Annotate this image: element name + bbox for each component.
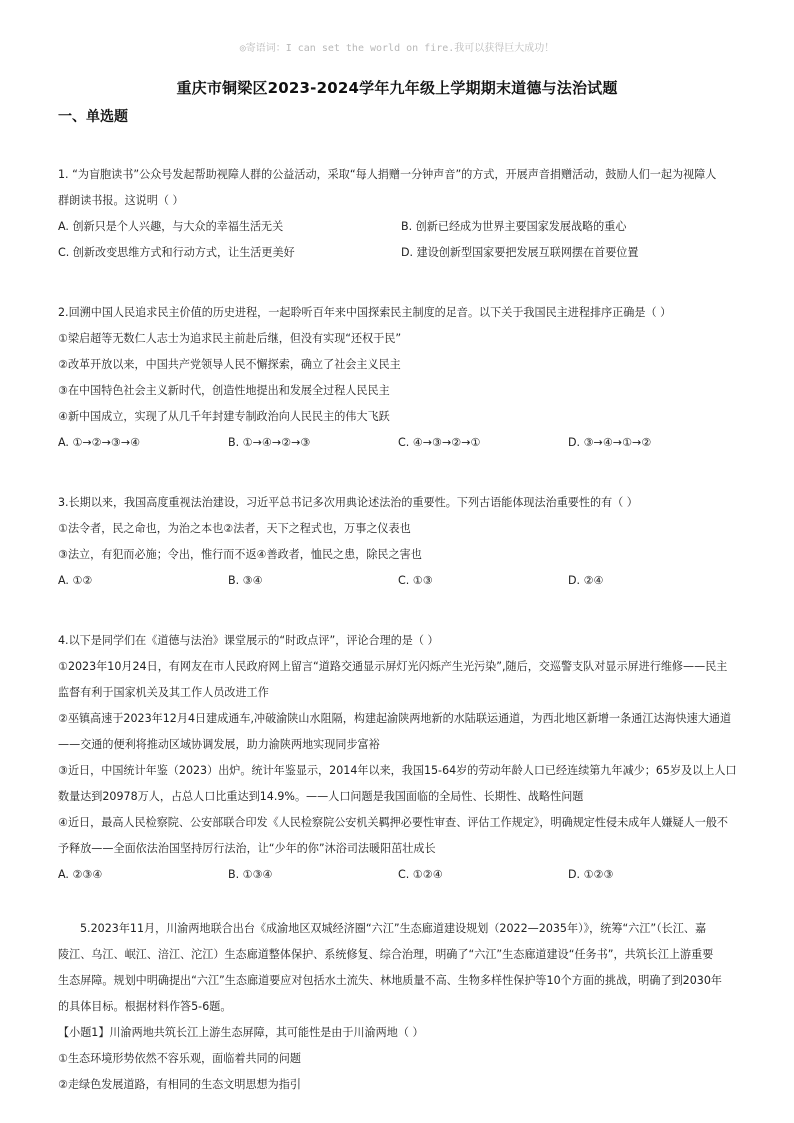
statement: 监督有利于国家机关及其工作人员改进工作 [58, 686, 269, 699]
question-2 [58, 300, 744, 456]
statement: ①2023年10月24日，有网友在市人民政府网上留言“道路交通显示屏灯光闪烁产生光污染”,随后，交巡警支队对显示屏进行维修——民主 [58, 660, 728, 673]
statement: ①梁启超等无数仁人志士为追求民主前赴后继，但没有实现“还权于民” [58, 332, 402, 345]
statement: ④近日，最高人民检察院、公安部联合印发《人民检察院公安机关羁押必要性审查、评估工作规定》，明确规定性侵未成年人嫌疑人一般不 [58, 816, 729, 829]
statement: ③法立，有犯而必施；令出，惟行而不返④善政者，恤民之患，除民之害也 [58, 548, 422, 561]
option-c[interactable]: C. ①②④ [398, 868, 443, 881]
statement: ③在中国特色社会主义新时代，创造性地提出和发展全过程人民民主 [58, 384, 390, 397]
question-stem: 3.长期以来，我国高度重视法治建设，习近平总书记多次用典论述法治的重要性。下列古语能体现法治重要性的有（ ） [58, 496, 638, 509]
option-row [58, 862, 744, 888]
question-stem: 1. “为盲胞读书”公众号发起帮助视障人群的公益活动，采取“每人捐赠一分钟声音”的方式，开展声音捐赠活动，鼓励人们一起为视障人 [58, 168, 717, 181]
option-b[interactable]: B. ③④ [228, 574, 263, 587]
statement: ②走绿色发展道路，有相同的生态文明思想为指引 [58, 1078, 301, 1091]
material-paragraph: 陵江、乌江、岷江、涪江、沱江）生态廊道整体保护、系统修复、综合治理，明确了“六江”生态廊道建设“任务书”，共筑长江上游重要 [58, 948, 714, 961]
option-a[interactable]: A. ①→②→③→④ [58, 436, 141, 449]
material-paragraph: 生态屏障。规划中明确提出“六江”生态廊道要应对包括水土流失、林地质量不高、生物多样性保护等10个方面的挑战，明确了到2030年 [58, 974, 723, 987]
statement: ④新中国成立，实现了从几千年封建专制政治向人民民主的伟大飞跃 [58, 410, 390, 423]
statement: ②巫镇高速于2023年12月4日建成通车,冲破渝陕山水阻隔，构建起渝陕两地新的水陆联运通道，为西北地区新增一条通江达海快速大通道 [58, 712, 732, 725]
statement: 数量达到20978万人，占总人口比重达到14.9%。——人口问题是我国面临的全局性、长期性、战略性问题 [58, 790, 584, 803]
option-b[interactable]: B. 创新已经成为世界主要国家发展战略的重心 [401, 220, 627, 233]
option-d[interactable]: D. ②④ [568, 574, 604, 587]
option-a[interactable]: A. 创新只是个人兴趣，与大众的幸福生活无关 [58, 220, 284, 233]
option-c[interactable]: C. ④→③→②→① [398, 436, 481, 449]
option-a[interactable]: A. ②③④ [58, 868, 103, 881]
statement: ②改革开放以来，中国共产党领导人民不懈探索，确立了社会主义民主 [58, 358, 401, 371]
option-b[interactable]: B. ①→④→②→③ [228, 436, 311, 449]
option-row [58, 240, 744, 266]
statement: ③近日，中国统计年鉴（2023）出炉。统计年鉴显示，2014年以来，我国15-64岁的劳动年龄人口已经连续第九年减少；65岁及以上人口 [58, 764, 737, 777]
statement: ①法令者，民之命也，为治之本也②法者，天下之程式也，万事之仪表也 [58, 522, 411, 535]
statement: ——交通的便利将推动区域协调发展，助力渝陕两地实现同步富裕 [58, 738, 380, 751]
material-paragraph: 5.2023年11月，川渝两地联合出台《成渝地区双城经济圈“六江”生态廊道建设规划（2022—2035年）》，统筹“六江”（长江、嘉 [80, 922, 707, 935]
statement: ①生态环境形势依然不容乐观，面临着共同的问题 [58, 1052, 301, 1065]
material-paragraph: 的具体目标。根据材料作答5-6题。 [58, 1000, 232, 1013]
option-d[interactable]: D. 建设创新型国家要把发展互联网摆在首要位置 [401, 246, 639, 259]
question-4 [58, 628, 744, 888]
sub-question-stem: 【小题1】川渝两地共筑长江上游生态屏障，其可能性是由于川渝两地（ ） [58, 1026, 424, 1039]
exam-content [58, 162, 744, 1098]
option-c[interactable]: C. 创新改变思维方式和行动方式，让生活更美好 [58, 246, 295, 259]
question-stem: 4.以下是同学们在《道德与法治》课堂展示的“时政点评”，评论合理的是（ ） [58, 634, 439, 647]
question-stem: 群朗读书报。这说明（ ） [58, 194, 184, 207]
question-stem: 2.回溯中国人民追求民主价值的历史进程，一起聆听百年来中国探索民主制度的足音。以下关于我国民主进程排序正确是（ ） [58, 306, 672, 319]
question-5 [58, 916, 744, 1098]
section-heading: 一、单选题 [58, 109, 128, 125]
statement: 予释放——全面依法治国坚持厉行法治，让“少年的你”沐浴司法暖阳茁壮成长 [58, 842, 436, 855]
option-row [58, 430, 744, 456]
question-3 [58, 490, 744, 594]
option-b[interactable]: B. ①③④ [228, 868, 273, 881]
option-a[interactable]: A. ①② [58, 574, 93, 587]
option-c[interactable]: C. ①③ [398, 574, 433, 587]
option-row [58, 214, 744, 240]
option-d[interactable]: D. ①②③ [568, 868, 614, 881]
option-d[interactable]: D. ③→④→①→② [568, 436, 652, 449]
question-1 [58, 162, 744, 266]
page-title: 重庆市铜梁区2023-2024学年九年级上学期期末道德与法治试题 [176, 79, 618, 97]
header-motto: ◎寄语词：I can set the world on fire.我可以获得巨大成功！ [239, 43, 555, 54]
option-row [58, 568, 744, 594]
